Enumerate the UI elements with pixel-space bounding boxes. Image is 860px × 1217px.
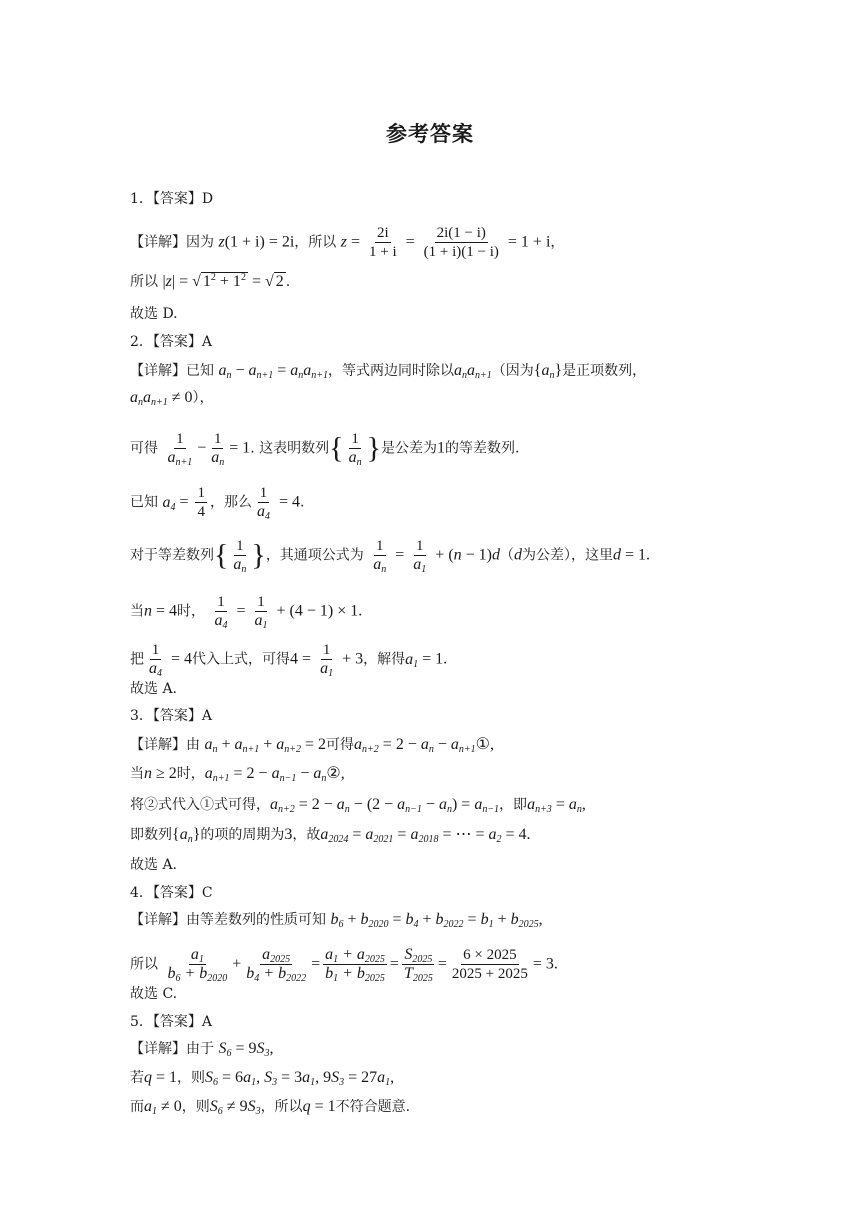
detail-label: 【详解】 xyxy=(130,234,186,251)
q3-detail-line3: 将②式代入①式可得，$a_{n+2} = 2 - a_n - (2 - a_{n-1} - a_n) = a_{n-1}$，即$a_{n+3} = a_n$, xyxy=(130,796,586,815)
q2-detail-line3: 可得 $\frac{1}{a_{n+1}}$ − $\frac{1}{a_n}$ = 1. 这表明数列{ $\frac{1}{a_n}$ }是公差为1的等差数列. xyxy=(130,431,520,468)
q4-detail-line1: 【详解】由等差数列的性质可知 $b_6 + b_{2020} = b_4 + b_{2022} = b_1 + b_{2025}$, xyxy=(130,911,543,930)
q3-detail-line4: 即数列$\{a_n\}$的项的周期为3，故$a_{2024} = a_{2021} = a_{2018}$ = ⋯ = $a_2 = 4$. xyxy=(130,826,531,845)
q2-detail-line7: 把 $\frac{1}{a_4}$ = 4代入上式，可得4 = $\frac{1}{a_1}$ + 3，解得$a_1 = 1$. xyxy=(130,642,448,679)
q2-answer: 2．【答案】A xyxy=(130,334,213,350)
q2-detail-line5: 对于等差数列{ $\frac{1}{a_n}$ }，其通项公式为 $\frac{1}{a_n}$ = $\frac{1}{a_1}$ + (n − 1)d（d为公差），这里d = 1. xyxy=(130,538,651,575)
q2-detail-line2: $a_na_{n+1} \ne 0$）， xyxy=(130,389,214,408)
q2-detail-line1: 【详解】已知 $a_n - a_{n+1} = a_na_{n+1}$，等式两边同时除以$a_na_{n+1}$（因为$\{a_n\}$是正项数列， xyxy=(130,362,647,381)
q4-detail-line2: 所以 $\frac{a_1}{b_6 + b_{2020}}$ + $\frac{a_{2025}}{b_4 + b_{2022}}$ = $\frac{a_1 + a_{2025}}{b_1 + b_{2025}}$ = $\frac{S_{2025}}{T_{2025}}$ = $\frac{6 \times 2025}{2025 + 2025}$ = 3. xyxy=(130,946,558,984)
q2-detail-line4: 已知 $a_4$ = $\frac{1}{4}$ ，那么 $\frac{1}{a_4}$ = 4. xyxy=(130,485,305,522)
page-title: 参考答案 xyxy=(386,122,474,146)
q2-detail-line6: 当n = 4时， $\frac{1}{a_4}$ = $\frac{1}{a_1}$ + (4 − 1) × 1. xyxy=(130,594,363,631)
q5-detail-line3: 而$a_1 \ne 0$，则$S_6 \ne 9S_3$，所以q = 1不符合题意. xyxy=(130,1098,411,1117)
q5-detail-line2: 若q = 1，则$S_6 = 6a_1$, $S_3 = 3a_1$, $9S_3 = 27a_1$, xyxy=(130,1069,395,1088)
q4-answer: 4．【答案】C xyxy=(130,885,213,901)
q3-detail-line2: 当n ≥ 2时，$a_{n+1} = 2 - a_{n-1}$ − $a_n②$, xyxy=(130,765,345,784)
q3-answer: 3．【答案】A xyxy=(130,708,213,724)
q1-conclusion: 故选 D. xyxy=(130,306,178,322)
q1-detail-line1: 【详解】因为 z(1 + i) = 2i，所以 z = $\frac{2i}{1 + i}$ = $\frac{2i(1 - i)}{(1 + i)(1 - i)}$ = 1 + i， xyxy=(130,225,565,260)
q4-conclusion: 故选 C. xyxy=(130,986,178,1002)
q3-detail-line1: 【详解】由 $a_n + a_{n+1} + a_{n+2} = 2$可得$a_{n+2} = 2 - a_n$ − $a_{n+1}①$, xyxy=(130,736,494,755)
q1-detail-line2: 所以 |z| = √ $1^2 + 1^2$ = √ 2 . xyxy=(130,272,291,290)
q5-detail-line1: 【详解】由于 $S_6 = 9S_3$, xyxy=(130,1040,274,1059)
q2-conclusion: 故选 A. xyxy=(130,681,178,697)
q5-answer: 5．【答案】A xyxy=(130,1014,213,1030)
q1-answer: 1．【答案】D xyxy=(130,191,214,207)
q3-conclusion: 故选 A. xyxy=(130,857,178,873)
